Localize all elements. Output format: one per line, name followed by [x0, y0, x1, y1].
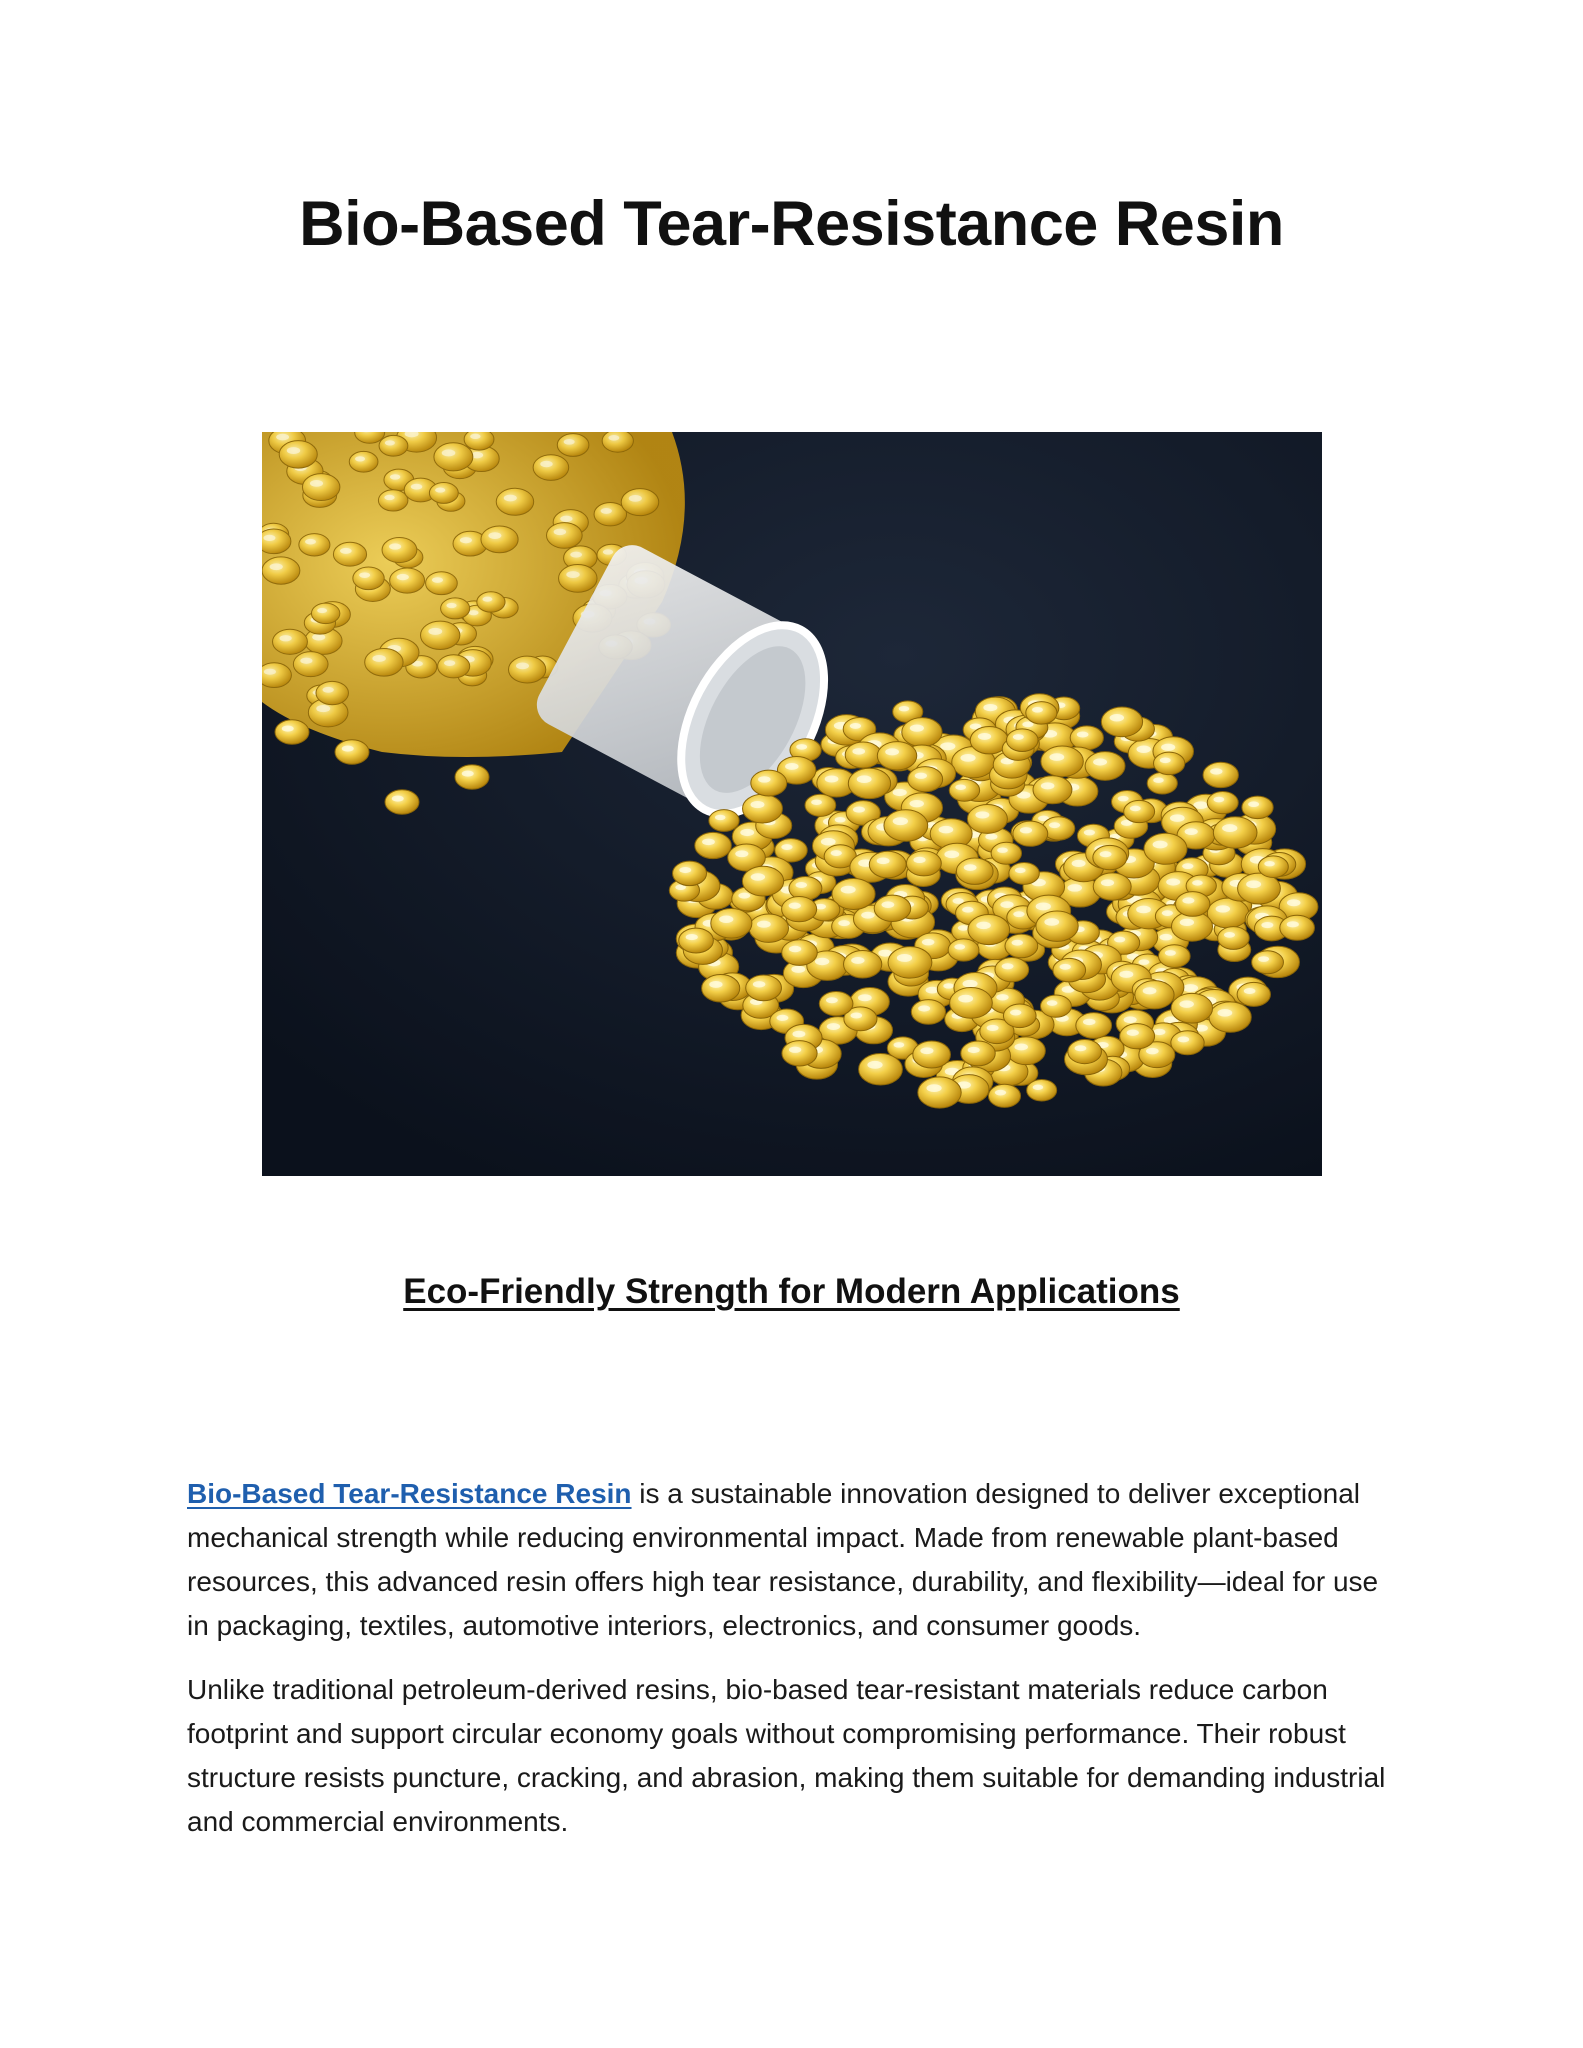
product-photo: [262, 432, 1322, 1176]
product-link[interactable]: Bio-Based Tear-Resistance Resin: [187, 1478, 632, 1509]
paragraph-1-text: is a sustainable innovation designed to deliver exceptional mechanical strength while reducing environmental impact. Made from renewable plant-based resources, this advanced resin offers high tear resistance, durability, and flexibility—ideal for use in packaging, textiles, automotive interiors, electronics, and consumer goods.: [187, 1478, 1379, 1641]
body-text: [187, 1472, 1407, 1864]
section-subtitle: Eco-Friendly Strength for Modern Applications: [403, 1272, 1180, 1311]
paragraph-2: Unlike traditional petroleum-derived resins, bio-based tear-resistant materials reduce carbon footprint and support circular economy goals without compromising performance. Their robust structure resists puncture, cracking, and abrasion, making them suitable for demanding industrial and commercial environments.: [187, 1674, 1386, 1837]
paragraph-1: [187, 1472, 1407, 1648]
page-title: Bio-Based Tear-Resistance Resin: [299, 189, 1284, 259]
